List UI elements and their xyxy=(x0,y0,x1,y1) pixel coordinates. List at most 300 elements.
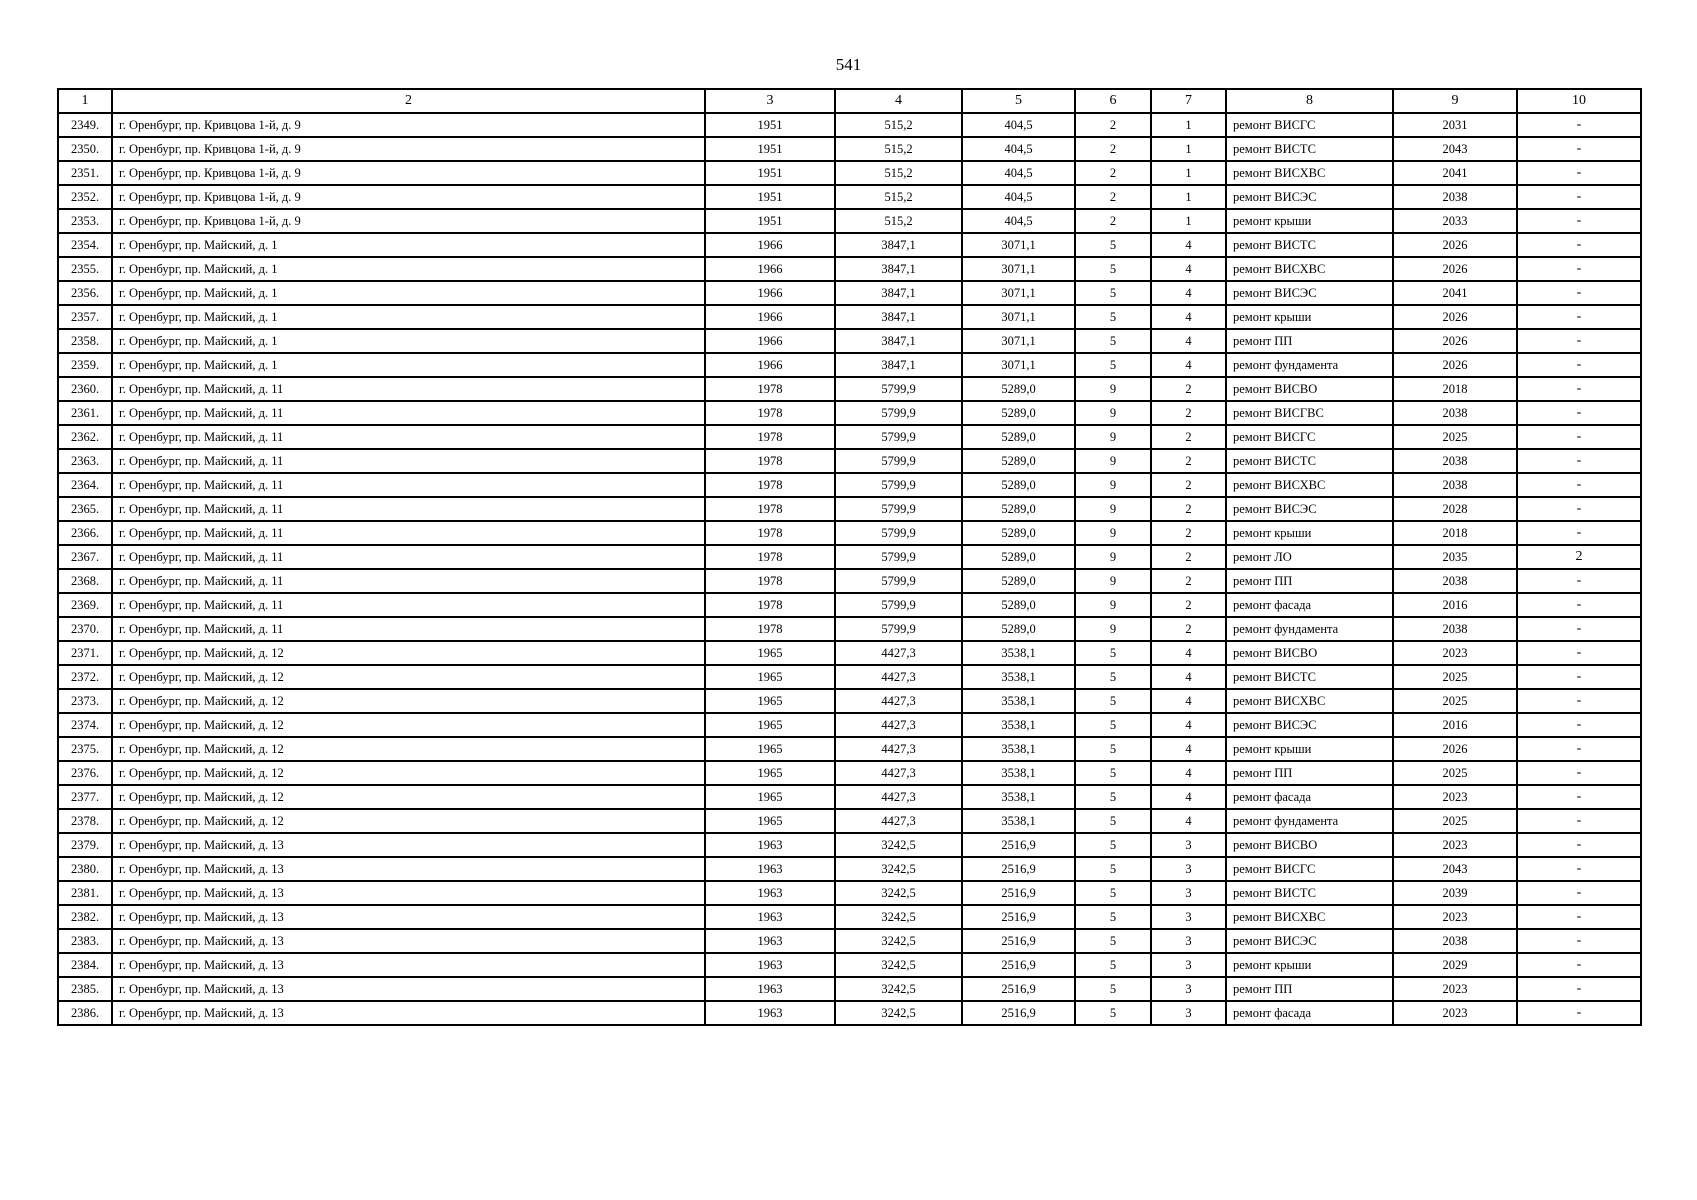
cell-entrances: 2 xyxy=(1151,473,1226,497)
cell-total-area: 515,2 xyxy=(835,209,962,233)
cell-extra-value: - xyxy=(1517,497,1641,521)
cell-row-number: 2354. xyxy=(58,233,112,257)
cell-extra-value: - xyxy=(1517,209,1641,233)
cell-living-area: 5289,0 xyxy=(962,569,1075,593)
registry-table xyxy=(57,88,1642,1026)
cell-floors: 5 xyxy=(1075,857,1151,881)
cell-extra-value: - xyxy=(1517,833,1641,857)
cell-work-type: ремонт ВИСЭС xyxy=(1226,281,1393,305)
cell-work-type: ремонт ПП xyxy=(1226,329,1393,353)
cell-extra-value: - xyxy=(1517,473,1641,497)
cell-entrances: 4 xyxy=(1151,689,1226,713)
cell-extra-value: - xyxy=(1517,785,1641,809)
cell-extra-value: - xyxy=(1517,161,1641,185)
cell-work-type: ремонт ВИСЭС xyxy=(1226,497,1393,521)
cell-build-year: 1978 xyxy=(705,473,835,497)
cell-entrances: 3 xyxy=(1151,1001,1226,1025)
cell-floors: 9 xyxy=(1075,593,1151,617)
cell-row-number: 2386. xyxy=(58,1001,112,1025)
cell-total-area: 5799,9 xyxy=(835,425,962,449)
cell-floors: 5 xyxy=(1075,1001,1151,1025)
table-row xyxy=(58,665,1641,689)
cell-plan-year: 2025 xyxy=(1393,809,1517,833)
cell-entrances: 4 xyxy=(1151,641,1226,665)
cell-extra-value: - xyxy=(1517,569,1641,593)
cell-work-type: ремонт фундамента xyxy=(1226,809,1393,833)
cell-plan-year: 2023 xyxy=(1393,977,1517,1001)
cell-entrances: 3 xyxy=(1151,905,1226,929)
cell-build-year: 1965 xyxy=(705,641,835,665)
cell-living-area: 3538,1 xyxy=(962,641,1075,665)
cell-build-year: 1951 xyxy=(705,161,835,185)
cell-total-area: 5799,9 xyxy=(835,617,962,641)
table-row xyxy=(58,833,1641,857)
cell-work-type: ремонт ЛО xyxy=(1226,545,1393,569)
table-row xyxy=(58,113,1641,137)
cell-floors: 9 xyxy=(1075,473,1151,497)
cell-work-type: ремонт ВИСЭС xyxy=(1226,185,1393,209)
cell-plan-year: 2023 xyxy=(1393,833,1517,857)
cell-entrances: 1 xyxy=(1151,161,1226,185)
cell-build-year: 1966 xyxy=(705,233,835,257)
cell-extra-value: - xyxy=(1517,449,1641,473)
table-row xyxy=(58,257,1641,281)
cell-total-area: 3242,5 xyxy=(835,881,962,905)
cell-work-type: ремонт ВИСТС xyxy=(1226,233,1393,257)
cell-living-area: 5289,0 xyxy=(962,521,1075,545)
cell-plan-year: 2039 xyxy=(1393,881,1517,905)
cell-total-area: 3847,1 xyxy=(835,281,962,305)
cell-total-area: 4427,3 xyxy=(835,641,962,665)
cell-row-number: 2366. xyxy=(58,521,112,545)
cell-extra-value: - xyxy=(1517,425,1641,449)
cell-living-area: 5289,0 xyxy=(962,473,1075,497)
cell-floors: 9 xyxy=(1075,449,1151,473)
cell-total-area: 3847,1 xyxy=(835,329,962,353)
cell-total-area: 3242,5 xyxy=(835,857,962,881)
cell-row-number: 2349. xyxy=(58,113,112,137)
cell-living-area: 5289,0 xyxy=(962,617,1075,641)
cell-work-type: ремонт ВИСТС xyxy=(1226,449,1393,473)
table-row xyxy=(58,977,1641,1001)
cell-row-number: 2364. xyxy=(58,473,112,497)
table-row xyxy=(58,329,1641,353)
cell-plan-year: 2026 xyxy=(1393,353,1517,377)
table-row xyxy=(58,449,1641,473)
cell-row-number: 2358. xyxy=(58,329,112,353)
cell-plan-year: 2026 xyxy=(1393,305,1517,329)
cell-entrances: 2 xyxy=(1151,617,1226,641)
cell-entrances: 3 xyxy=(1151,881,1226,905)
cell-build-year: 1965 xyxy=(705,665,835,689)
cell-row-number: 2385. xyxy=(58,977,112,1001)
cell-address: г. Оренбург, пр. Майский, д. 11 xyxy=(112,473,705,497)
cell-build-year: 1978 xyxy=(705,617,835,641)
cell-row-number: 2370. xyxy=(58,617,112,641)
cell-address: г. Оренбург, пр. Майский, д. 1 xyxy=(112,329,705,353)
table-row xyxy=(58,785,1641,809)
cell-build-year: 1951 xyxy=(705,137,835,161)
cell-floors: 2 xyxy=(1075,137,1151,161)
cell-address: г. Оренбург, пр. Майский, д. 13 xyxy=(112,953,705,977)
cell-living-area: 2516,9 xyxy=(962,833,1075,857)
cell-extra-value: - xyxy=(1517,641,1641,665)
cell-row-number: 2363. xyxy=(58,449,112,473)
cell-extra-value: - xyxy=(1517,713,1641,737)
column-header: 8 xyxy=(1226,89,1393,113)
table-row xyxy=(58,953,1641,977)
cell-total-area: 515,2 xyxy=(835,161,962,185)
cell-row-number: 2373. xyxy=(58,689,112,713)
cell-build-year: 1965 xyxy=(705,761,835,785)
cell-plan-year: 2043 xyxy=(1393,857,1517,881)
cell-extra-value: - xyxy=(1517,977,1641,1001)
cell-address: г. Оренбург, пр. Майский, д. 11 xyxy=(112,569,705,593)
cell-row-number: 2355. xyxy=(58,257,112,281)
cell-extra-value: - xyxy=(1517,233,1641,257)
table-row xyxy=(58,761,1641,785)
cell-plan-year: 2041 xyxy=(1393,281,1517,305)
cell-entrances: 4 xyxy=(1151,257,1226,281)
cell-living-area: 2516,9 xyxy=(962,905,1075,929)
cell-floors: 5 xyxy=(1075,665,1151,689)
cell-address: г. Оренбург, пр. Майский, д. 13 xyxy=(112,977,705,1001)
cell-address: г. Оренбург, пр. Майский, д. 11 xyxy=(112,545,705,569)
cell-address: г. Оренбург, пр. Майский, д. 11 xyxy=(112,377,705,401)
table-row xyxy=(58,473,1641,497)
column-header: 6 xyxy=(1075,89,1151,113)
cell-row-number: 2379. xyxy=(58,833,112,857)
cell-total-area: 3242,5 xyxy=(835,929,962,953)
cell-extra-value: 2 xyxy=(1517,545,1641,569)
cell-living-area: 5289,0 xyxy=(962,545,1075,569)
cell-plan-year: 2016 xyxy=(1393,593,1517,617)
cell-build-year: 1978 xyxy=(705,449,835,473)
cell-address: г. Оренбург, пр. Кривцова 1-й, д. 9 xyxy=(112,137,705,161)
cell-living-area: 5289,0 xyxy=(962,497,1075,521)
cell-floors: 5 xyxy=(1075,881,1151,905)
table-row xyxy=(58,161,1641,185)
cell-address: г. Оренбург, пр. Майский, д. 1 xyxy=(112,353,705,377)
cell-entrances: 2 xyxy=(1151,401,1226,425)
cell-entrances: 2 xyxy=(1151,545,1226,569)
cell-plan-year: 2025 xyxy=(1393,665,1517,689)
cell-floors: 2 xyxy=(1075,113,1151,137)
cell-plan-year: 2028 xyxy=(1393,497,1517,521)
cell-work-type: ремонт ПП xyxy=(1226,977,1393,1001)
cell-plan-year: 2043 xyxy=(1393,137,1517,161)
cell-row-number: 2365. xyxy=(58,497,112,521)
cell-work-type: ремонт ПП xyxy=(1226,761,1393,785)
cell-entrances: 4 xyxy=(1151,305,1226,329)
cell-entrances: 2 xyxy=(1151,593,1226,617)
cell-address: г. Оренбург, пр. Майский, д. 12 xyxy=(112,785,705,809)
cell-plan-year: 2038 xyxy=(1393,929,1517,953)
cell-build-year: 1963 xyxy=(705,857,835,881)
cell-build-year: 1965 xyxy=(705,713,835,737)
cell-work-type: ремонт фасада xyxy=(1226,593,1393,617)
cell-living-area: 3538,1 xyxy=(962,665,1075,689)
cell-work-type: ремонт ВИСХВС xyxy=(1226,905,1393,929)
table-row xyxy=(58,209,1641,233)
cell-living-area: 3538,1 xyxy=(962,785,1075,809)
cell-address: г. Оренбург, пр. Майский, д. 13 xyxy=(112,1001,705,1025)
cell-entrances: 2 xyxy=(1151,521,1226,545)
cell-extra-value: - xyxy=(1517,857,1641,881)
cell-floors: 9 xyxy=(1075,497,1151,521)
table-row xyxy=(58,281,1641,305)
cell-build-year: 1963 xyxy=(705,1001,835,1025)
cell-work-type: ремонт ПП xyxy=(1226,569,1393,593)
cell-work-type: ремонт крыши xyxy=(1226,521,1393,545)
cell-plan-year: 2016 xyxy=(1393,713,1517,737)
cell-extra-value: - xyxy=(1517,521,1641,545)
cell-build-year: 1978 xyxy=(705,521,835,545)
cell-build-year: 1966 xyxy=(705,353,835,377)
cell-address: г. Оренбург, пр. Майский, д. 11 xyxy=(112,617,705,641)
cell-living-area: 404,5 xyxy=(962,185,1075,209)
cell-extra-value: - xyxy=(1517,809,1641,833)
cell-total-area: 5799,9 xyxy=(835,593,962,617)
cell-work-type: ремонт ВИСЭС xyxy=(1226,929,1393,953)
cell-extra-value: - xyxy=(1517,929,1641,953)
cell-entrances: 4 xyxy=(1151,281,1226,305)
cell-work-type: ремонт ВИСХВС xyxy=(1226,473,1393,497)
cell-living-area: 3071,1 xyxy=(962,353,1075,377)
cell-extra-value: - xyxy=(1517,665,1641,689)
cell-address: г. Оренбург, пр. Майский, д. 11 xyxy=(112,401,705,425)
cell-total-area: 5799,9 xyxy=(835,497,962,521)
cell-row-number: 2383. xyxy=(58,929,112,953)
cell-total-area: 515,2 xyxy=(835,113,962,137)
cell-entrances: 2 xyxy=(1151,497,1226,521)
cell-plan-year: 2018 xyxy=(1393,521,1517,545)
cell-work-type: ремонт крыши xyxy=(1226,953,1393,977)
cell-plan-year: 2023 xyxy=(1393,785,1517,809)
cell-row-number: 2381. xyxy=(58,881,112,905)
cell-entrances: 1 xyxy=(1151,209,1226,233)
cell-plan-year: 2026 xyxy=(1393,233,1517,257)
cell-floors: 5 xyxy=(1075,353,1151,377)
cell-floors: 5 xyxy=(1075,281,1151,305)
cell-row-number: 2371. xyxy=(58,641,112,665)
cell-build-year: 1965 xyxy=(705,785,835,809)
cell-row-number: 2374. xyxy=(58,713,112,737)
cell-address: г. Оренбург, пр. Майский, д. 11 xyxy=(112,521,705,545)
cell-entrances: 2 xyxy=(1151,449,1226,473)
cell-plan-year: 2026 xyxy=(1393,737,1517,761)
cell-row-number: 2384. xyxy=(58,953,112,977)
cell-address: г. Оренбург, пр. Майский, д. 12 xyxy=(112,737,705,761)
cell-build-year: 1963 xyxy=(705,977,835,1001)
cell-floors: 5 xyxy=(1075,809,1151,833)
cell-build-year: 1966 xyxy=(705,305,835,329)
cell-total-area: 4427,3 xyxy=(835,809,962,833)
cell-living-area: 5289,0 xyxy=(962,449,1075,473)
cell-address: г. Оренбург, пр. Майский, д. 12 xyxy=(112,761,705,785)
table-row xyxy=(58,521,1641,545)
cell-floors: 9 xyxy=(1075,377,1151,401)
cell-work-type: ремонт фундамента xyxy=(1226,617,1393,641)
table-body xyxy=(58,113,1641,1025)
cell-living-area: 2516,9 xyxy=(962,881,1075,905)
cell-build-year: 1978 xyxy=(705,377,835,401)
cell-build-year: 1965 xyxy=(705,737,835,761)
cell-entrances: 4 xyxy=(1151,713,1226,737)
cell-row-number: 2369. xyxy=(58,593,112,617)
table-row xyxy=(58,737,1641,761)
cell-living-area: 404,5 xyxy=(962,209,1075,233)
cell-floors: 5 xyxy=(1075,233,1151,257)
cell-build-year: 1966 xyxy=(705,281,835,305)
cell-extra-value: - xyxy=(1517,185,1641,209)
cell-address: г. Оренбург, пр. Майский, д. 13 xyxy=(112,857,705,881)
cell-extra-value: - xyxy=(1517,881,1641,905)
cell-address: г. Оренбург, пр. Майский, д. 13 xyxy=(112,929,705,953)
column-header: 1 xyxy=(58,89,112,113)
cell-work-type: ремонт ВИСХВС xyxy=(1226,161,1393,185)
cell-total-area: 515,2 xyxy=(835,137,962,161)
table-row xyxy=(58,857,1641,881)
cell-total-area: 3847,1 xyxy=(835,305,962,329)
cell-work-type: ремонт ВИСВО xyxy=(1226,377,1393,401)
cell-address: г. Оренбург, пр. Майский, д. 1 xyxy=(112,233,705,257)
cell-row-number: 2350. xyxy=(58,137,112,161)
cell-row-number: 2360. xyxy=(58,377,112,401)
cell-total-area: 5799,9 xyxy=(835,473,962,497)
cell-build-year: 1951 xyxy=(705,185,835,209)
cell-floors: 5 xyxy=(1075,785,1151,809)
cell-total-area: 5799,9 xyxy=(835,401,962,425)
cell-living-area: 5289,0 xyxy=(962,401,1075,425)
cell-extra-value: - xyxy=(1517,137,1641,161)
cell-address: г. Оренбург, пр. Кривцова 1-й, д. 9 xyxy=(112,113,705,137)
table-row xyxy=(58,377,1641,401)
cell-living-area: 3071,1 xyxy=(962,281,1075,305)
cell-entrances: 4 xyxy=(1151,785,1226,809)
cell-floors: 5 xyxy=(1075,953,1151,977)
cell-floors: 5 xyxy=(1075,977,1151,1001)
cell-row-number: 2376. xyxy=(58,761,112,785)
cell-address: г. Оренбург, пр. Майский, д. 12 xyxy=(112,641,705,665)
cell-living-area: 3071,1 xyxy=(962,257,1075,281)
table-row xyxy=(58,617,1641,641)
cell-living-area: 5289,0 xyxy=(962,377,1075,401)
cell-plan-year: 2018 xyxy=(1393,377,1517,401)
cell-entrances: 4 xyxy=(1151,809,1226,833)
cell-living-area: 2516,9 xyxy=(962,1001,1075,1025)
cell-address: г. Оренбург, пр. Майский, д. 11 xyxy=(112,449,705,473)
cell-entrances: 2 xyxy=(1151,569,1226,593)
column-header: 7 xyxy=(1151,89,1226,113)
cell-total-area: 5799,9 xyxy=(835,545,962,569)
cell-total-area: 4427,3 xyxy=(835,761,962,785)
table-row xyxy=(58,185,1641,209)
table-row xyxy=(58,569,1641,593)
table-row xyxy=(58,809,1641,833)
table-row xyxy=(58,689,1641,713)
cell-total-area: 5799,9 xyxy=(835,449,962,473)
cell-work-type: ремонт ВИСТС xyxy=(1226,665,1393,689)
cell-address: г. Оренбург, пр. Майский, д. 13 xyxy=(112,881,705,905)
cell-address: г. Оренбург, пр. Майский, д. 12 xyxy=(112,713,705,737)
cell-entrances: 4 xyxy=(1151,233,1226,257)
cell-extra-value: - xyxy=(1517,905,1641,929)
cell-work-type: ремонт ВИСВО xyxy=(1226,641,1393,665)
cell-build-year: 1963 xyxy=(705,929,835,953)
cell-work-type: ремонт ВИСГС xyxy=(1226,113,1393,137)
cell-plan-year: 2025 xyxy=(1393,425,1517,449)
cell-total-area: 5799,9 xyxy=(835,521,962,545)
cell-entrances: 3 xyxy=(1151,833,1226,857)
cell-total-area: 515,2 xyxy=(835,185,962,209)
cell-entrances: 4 xyxy=(1151,737,1226,761)
cell-plan-year: 2038 xyxy=(1393,185,1517,209)
table-row xyxy=(58,497,1641,521)
cell-total-area: 3242,5 xyxy=(835,977,962,1001)
cell-plan-year: 2029 xyxy=(1393,953,1517,977)
cell-extra-value: - xyxy=(1517,353,1641,377)
cell-address: г. Оренбург, пр. Майский, д. 12 xyxy=(112,689,705,713)
cell-floors: 2 xyxy=(1075,209,1151,233)
cell-address: г. Оренбург, пр. Майский, д. 12 xyxy=(112,809,705,833)
cell-address: г. Оренбург, пр. Майский, д. 11 xyxy=(112,425,705,449)
cell-total-area: 4427,3 xyxy=(835,785,962,809)
cell-address: г. Оренбург, пр. Кривцова 1-й, д. 9 xyxy=(112,209,705,233)
cell-extra-value: - xyxy=(1517,377,1641,401)
cell-living-area: 2516,9 xyxy=(962,857,1075,881)
cell-entrances: 3 xyxy=(1151,977,1226,1001)
cell-total-area: 3847,1 xyxy=(835,233,962,257)
cell-plan-year: 2038 xyxy=(1393,617,1517,641)
cell-extra-value: - xyxy=(1517,401,1641,425)
cell-build-year: 1951 xyxy=(705,209,835,233)
cell-floors: 5 xyxy=(1075,329,1151,353)
cell-living-area: 3538,1 xyxy=(962,809,1075,833)
cell-work-type: ремонт фасада xyxy=(1226,1001,1393,1025)
cell-entrances: 4 xyxy=(1151,761,1226,785)
cell-floors: 5 xyxy=(1075,929,1151,953)
cell-work-type: ремонт ВИСГС xyxy=(1226,425,1393,449)
cell-floors: 9 xyxy=(1075,521,1151,545)
cell-entrances: 4 xyxy=(1151,329,1226,353)
cell-floors: 5 xyxy=(1075,689,1151,713)
cell-row-number: 2359. xyxy=(58,353,112,377)
cell-living-area: 3071,1 xyxy=(962,329,1075,353)
cell-extra-value: - xyxy=(1517,1001,1641,1025)
cell-work-type: ремонт крыши xyxy=(1226,209,1393,233)
cell-floors: 9 xyxy=(1075,617,1151,641)
cell-extra-value: - xyxy=(1517,617,1641,641)
cell-address: г. Оренбург, пр. Майский, д. 1 xyxy=(112,257,705,281)
table-row xyxy=(58,545,1641,569)
cell-living-area: 5289,0 xyxy=(962,425,1075,449)
cell-row-number: 2372. xyxy=(58,665,112,689)
cell-extra-value: - xyxy=(1517,281,1641,305)
cell-plan-year: 2023 xyxy=(1393,641,1517,665)
cell-total-area: 3242,5 xyxy=(835,953,962,977)
cell-floors: 5 xyxy=(1075,641,1151,665)
cell-extra-value: - xyxy=(1517,329,1641,353)
cell-total-area: 3242,5 xyxy=(835,1001,962,1025)
cell-plan-year: 2041 xyxy=(1393,161,1517,185)
cell-address: г. Оренбург, пр. Майский, д. 1 xyxy=(112,305,705,329)
cell-work-type: ремонт ВИСЭС xyxy=(1226,713,1393,737)
cell-row-number: 2378. xyxy=(58,809,112,833)
cell-floors: 5 xyxy=(1075,761,1151,785)
cell-build-year: 1963 xyxy=(705,833,835,857)
cell-plan-year: 2025 xyxy=(1393,689,1517,713)
